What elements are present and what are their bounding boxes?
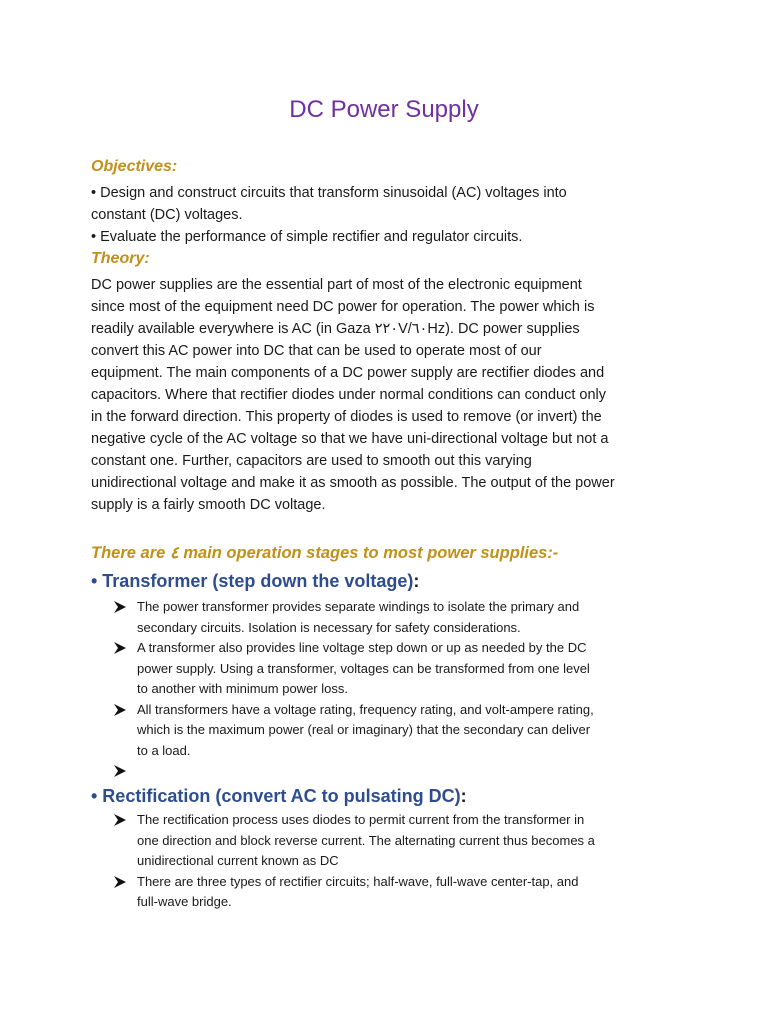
transformer-bullet-list (112, 597, 682, 782)
list-item (112, 872, 682, 913)
list-item-line: to another with minimum power loss. (137, 681, 348, 696)
list-item-line: The rectification process uses diodes to permit current from the transformer in (137, 812, 585, 827)
list-item-line: All transformers have a voltage rating, frequency rating, and volt-ampere rating, (137, 701, 594, 717)
arrowhead-bullet-icon (112, 700, 128, 720)
theory-line: unidirectional voltage and make it as smooth as possible. The output of the power (91, 475, 615, 491)
transformer-heading (91, 571, 419, 592)
page-title: DC Power Supply (289, 96, 479, 123)
theory-line: convert this AC power into DC that can be used to operate most of our (91, 343, 542, 359)
list-item-line: power supply. Using a transformer, voltages can be transformed from one level (137, 660, 590, 676)
theory-heading: Theory: (91, 250, 150, 267)
list-item-line: The power transformer provides separate windings to isolate the primary and (137, 599, 580, 614)
list-item-line: unidirectional current known as DC (137, 853, 339, 868)
rectification-heading-colon: : (460, 786, 467, 806)
arrowhead-bullet-icon (112, 597, 128, 617)
theory-line: equipment. The main components of a DC power supply are rectifier diodes and (91, 365, 605, 381)
list-item (112, 700, 682, 762)
arrowhead-bullet-icon (112, 638, 128, 658)
arrowhead-bullet-icon (112, 761, 128, 781)
objectives-line: constant (DC) voltages. (91, 207, 243, 223)
theory-line: DC power supplies are the essential part of most of the electronic equipment (91, 277, 582, 293)
list-item-line: which is the maximum power (real or imaginary) that the secondary can deliver (137, 722, 591, 737)
theory-line: readily available everywhere is AC (in Gaza ٢٢٠V/٦٠Hz). DC power supplies (91, 321, 580, 337)
list-item (112, 810, 682, 872)
list-item-empty (112, 761, 682, 782)
stages-heading: There are ٤ main operation stages to most power supplies:- (91, 544, 559, 562)
list-item (112, 638, 682, 700)
list-item (112, 597, 682, 638)
arrowhead-bullet-icon (112, 810, 128, 830)
list-item-line: full-wave bridge. (137, 894, 232, 909)
theory-paragraph (91, 274, 681, 516)
theory-line: capacitors. Where that rectifier diodes under normal conditions can conduct only (91, 387, 607, 403)
objectives-line: • Evaluate the performance of simple rectifier and regulator circuits. (91, 229, 523, 245)
rectification-heading (91, 786, 467, 807)
transformer-heading-colon: : (413, 571, 420, 591)
list-item-line: one direction and block reverse current. The alternating current thus becomes a (137, 832, 595, 848)
rectification-bullet-list (112, 810, 682, 913)
objectives-heading: Objectives: (91, 158, 178, 175)
theory-line: in the forward direction. This property of diodes is used to remove (or invert) the (91, 409, 602, 425)
list-item-line: to a load. (137, 742, 191, 758)
transformer-heading-text: • Transformer (step down the voltage) (91, 571, 414, 591)
theory-line: constant one. Further, capacitors are used to smooth out this varying (91, 453, 532, 469)
objectives-line: • Design and construct circuits that transform sinusoidal (AC) voltages into (91, 185, 567, 201)
theory-line: since most of the equipment need DC power for operation. The power which is (91, 299, 595, 315)
objectives-text (91, 182, 691, 248)
theory-line: negative cycle of the AC voltage so that we have uni-directional voltage but not a (91, 431, 609, 447)
theory-line: supply is a fairly smooth DC voltage. (91, 497, 326, 513)
list-item-line: A transformer also provides line voltage step down or up as needed by the DC (137, 640, 587, 655)
list-item-line: There are three types of rectifier circuits; half-wave, full-wave center-tap, and (137, 873, 579, 889)
arrowhead-bullet-icon (112, 872, 128, 892)
list-item-line: secondary circuits. Isolation is necessary for safety considerations. (137, 619, 521, 635)
rectification-heading-text: • Rectification (convert AC to pulsating DC) (91, 786, 461, 806)
